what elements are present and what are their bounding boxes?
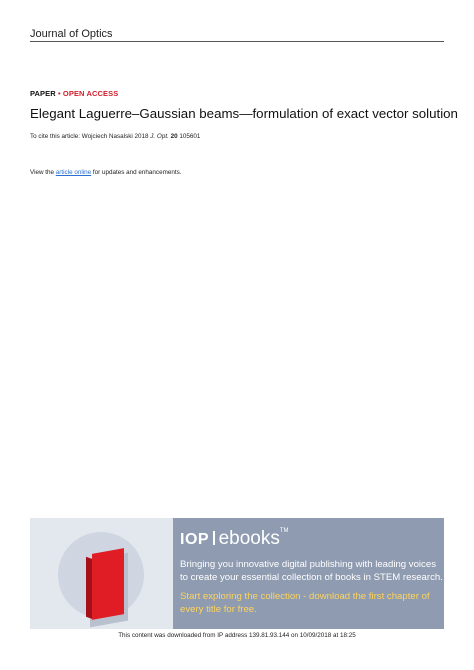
header-rule	[30, 41, 444, 42]
citation-line	[30, 133, 200, 140]
view-online-line	[30, 169, 181, 176]
article-type: PAPER	[30, 89, 56, 98]
cta-line-1: Start exploring the collection - download the first chapter of	[180, 591, 430, 602]
citation-volume: 20	[170, 133, 178, 140]
article-title: Elegant Laguerre–Gaussian beams—formulation of exact vector solution	[30, 106, 458, 121]
iop-ebooks-logo	[180, 528, 289, 550]
journal-name: Journal of Optics	[30, 28, 113, 40]
cta-line-2: every title for free.	[180, 604, 257, 615]
banner-tagline	[180, 558, 443, 584]
logo-iop: IOP	[180, 531, 210, 548]
citation-prefix: To cite this article: Wojciech Nasalski 2018	[30, 133, 149, 140]
tagline-line-1: Bringing you innovative digital publishing with leading voices	[180, 559, 436, 570]
logo-divider	[213, 531, 215, 545]
open-access-label: OPEN ACCESS	[62, 89, 119, 98]
citation-journal: J. Opt.	[150, 133, 169, 140]
banner-artwork	[30, 518, 173, 629]
logo-ebooks: ebooks	[218, 528, 280, 549]
book-icon	[92, 548, 124, 620]
ebooks-advert-banner[interactable]	[30, 518, 444, 629]
citation-number: 105601	[179, 133, 201, 140]
download-footer: This content was downloaded from IP address 139.81.93.144 on 10/09/2018 at 18:25	[118, 632, 356, 639]
view-prefix: View the	[30, 169, 55, 176]
banner-call-to-action[interactable]	[180, 590, 430, 616]
view-suffix: for updates and enhancements.	[92, 169, 182, 176]
tagline-line-2: to create your essential collection of books in STEM research.	[180, 572, 443, 583]
logo-trademark: TM	[279, 528, 289, 534]
article-online-link[interactable]: article online	[55, 169, 92, 176]
kicker-separator: •	[57, 89, 61, 98]
article-kicker	[30, 89, 118, 98]
